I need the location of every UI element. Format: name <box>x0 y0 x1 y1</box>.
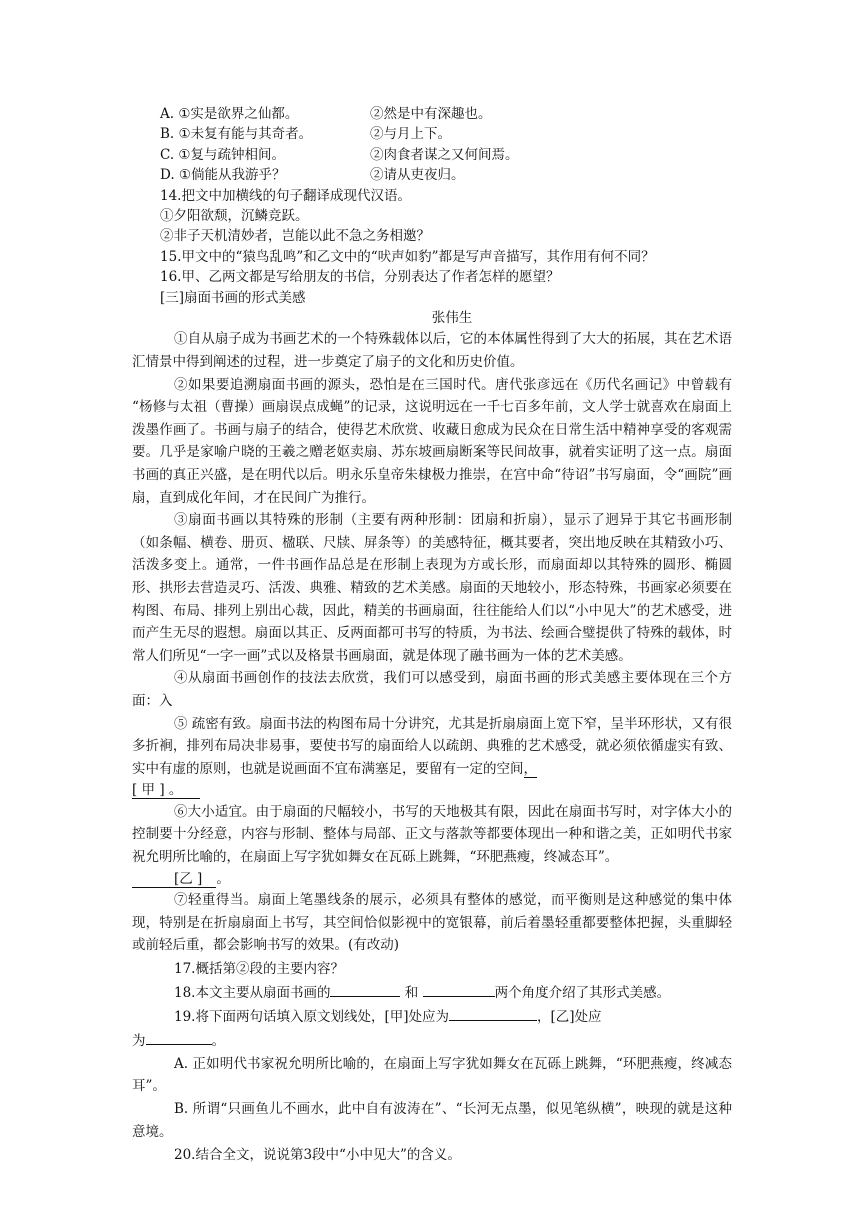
blank-jia <box>132 780 732 800</box>
section-title: [三]扇面书画的形式美感 <box>160 289 306 306</box>
option-row-a <box>132 104 732 124</box>
paragraph-6: ⑥大小适宜。由于扇面的尺幅较小，书写的天地极其有限，因此在扇面书写时，对字体大小的控制要十分经意，内容与形制、整体与局部、正文与落款等都要体现出一种和谐之美，正如明代书家祝允明所比喻的，在扇面上写字犹如舞女在瓦砾上跳舞，“环肥燕瘦，终减态耳”。 <box>132 803 732 865</box>
question-18-text-a: 18.本文主要从扇面书画的 <box>174 984 331 1001</box>
option-b-right: ②与月上下。 <box>370 126 451 143</box>
paragraph-7: ⑦轻重得当。扇面上笔墨线条的展示，必须具有整体的感觉，而平衡则是这种感觉的集中体现，特别是在折扇扇面上书写，其空间恰似影视中的宽银幕，前后着墨轻重都要整体把握，头重脚轻或前轻后重，都会影响书写的效果。(有改动) <box>132 891 732 954</box>
paragraph-1: ①自从扇子成为书画艺术的一个特殊载体以后，它的本体属性得到了大大的拓展，其在艺术语汇情景中得到阐述的过程，进一步奠定了扇子的文化和历史价值。 <box>132 331 732 371</box>
question-19-blank-yi[interactable] <box>146 1030 212 1045</box>
paragraph-2: ②如果要追溯扇面书画的源头，恐怕是在三国时代。唐代张彦远在《历代名画记》中曾载有 “杨修与太祖（曹操）画扇误点成蝇”的记录，这说明远在一千七百多年前，文人学士就喜欢在扇面上泼墨作画了。书画与扇子的结合，使得艺术欣赏、收藏日愈成为民众在日常生活中精神享受的客观需要。几乎是家喻户晓的王羲之赠老妪卖扇、苏东坡画扇断案等民间故事，就着实证明了这一点。扇面书画的真正兴盛，是在明代以后。明永乐皇帝朱棣极力推崇，在宫中命“待诏”书写扇面，令“画院”画扇，直到成化年间，才在民间广为推行。 <box>132 376 732 506</box>
option-d-left: D. ①倘能从我游乎？ <box>160 167 286 184</box>
question-14-item-2: ②非子天机清妙者，岂能以此不急之务相邀？ <box>160 228 430 245</box>
blank-yi-end: 。 <box>216 870 230 887</box>
option-a-right: ②然是中有深趣也。 <box>370 106 492 122</box>
paragraph-5-comma: ， <box>523 760 537 777</box>
question-19-continued <box>132 1029 732 1053</box>
answer-option-a: A. 正如明代书家祝允明所比喻的，在扇面上写字犹如舞女在瓦砾上跳舞，“环肥燕瘦，终减态耳”。 <box>132 1055 732 1095</box>
option-b-left: B. ①未复有能与其奇者。 <box>160 126 313 143</box>
question-18-text-c: 两个角度介绍了其形式美感。 <box>494 984 671 1001</box>
question-19-text-c: 为 <box>132 1032 146 1049</box>
blank-jia-label: [ 甲 ] 。 <box>132 782 200 799</box>
option-row-b <box>132 124 732 144</box>
paragraph-4: ④从扇面书画创作的技法去欣赏，我们可以感受到，扇面书画的形式美感主要体现在三个方面：入 <box>132 670 732 709</box>
question-19-blank-jia[interactable] <box>449 1006 537 1021</box>
option-row-d <box>132 165 732 185</box>
article-author: 张伟生 <box>431 310 473 327</box>
question-14-item-1: ①夕阳欲颓，沉鳞竞跃。 <box>160 208 309 225</box>
paragraph-3: ③扇面书画以其特殊的形制（主要有两种形制：团扇和折扇），显示了迥异于其它书画形制（如条幅、横卷、册页、楹联、尺牍、屏条等）的美感特征，概其要者，突出地反映在其精致小巧、活泼多变上。通常，一件书画作品总是在形制上表现为方或长形，而扇面却以其特殊的圆形、椭圆形、拱形去营造灵巧、活泼、典雅、精致的艺术美感。扇面的天地较小，形态特殊，书画家必须要在构图、布局、排列上别出心裁，因此，精美的书画扇面，往往能给人们以“小中见大”的艺术感受，进而产生无尽的遐想。扇面以其正、反两面都可书写的特质，为书法、绘画合璧提供了特殊的载体，时常人们所见“一字一画”式以及格景书画扇面，就是体现了融书画为一体的艺术美感。 <box>132 512 732 664</box>
question-17: 17.概括第②段的主要内容？ <box>174 960 344 977</box>
question-19 <box>132 1005 732 1029</box>
question-16: 16.甲、乙两文都是写给朋友的书信，分别表达了作者怎样的愿望？ <box>160 269 560 286</box>
option-c-right: ②肉食者谋之又何间焉。 <box>370 146 519 163</box>
question-18-blank-1[interactable] <box>330 982 400 997</box>
question-14: 14.把文中加横线的句子翻译成现代汉语。 <box>160 187 411 204</box>
question-18-text-b: 和 <box>404 984 419 1001</box>
option-c-left: C. ①复与疏钟相间。 <box>160 146 286 163</box>
option-d-right: ②请从吏夜归。 <box>370 167 465 184</box>
question-15: 15.甲文中的“猿鸟乱鸣”和乙文中的“吠声如豹”都是写声音描写，其作用有何不同？ <box>160 248 655 265</box>
document-page <box>132 104 732 1167</box>
blank-yi-label: [乙 ] <box>132 871 216 888</box>
question-19-text-a: 19.将下面两句话填入原文划线处，[甲]处应为 <box>174 1008 450 1025</box>
answer-option-b: B. 所谓“只画鱼儿不画水，此中自有波涛在”、“长河无点墨，似见笔纵横”，映现的就是这种意境。 <box>132 1100 732 1140</box>
option-row-c <box>132 145 732 165</box>
paragraph-5-text: ⑤ 疏密有致。扇面书法的构图布局十分讲究，尤其是折扇扇面上宽下窄，呈半环形状，又有很多折裥，排列布局决非易事，要使书写的扇面给人以疏朗、典雅的艺术感受，就必须依循虚实有致、实中有虚的原则，也就是说画面不宜布满塞足，要留有一定的空间 <box>132 715 732 777</box>
question-18-blank-2[interactable] <box>423 982 495 997</box>
blank-yi <box>132 869 732 889</box>
question-20: 20.结合全文，说说第3段中“小中见大”的含义。 <box>174 1147 461 1164</box>
question-19-text-d: 。 <box>211 1032 225 1049</box>
question-19-text-b: ，[乙]处应 <box>537 1008 602 1025</box>
paragraph-5 <box>132 713 732 781</box>
option-a-left: A. ①实是欲界之仙都。 <box>160 106 299 122</box>
question-18 <box>132 981 732 1005</box>
